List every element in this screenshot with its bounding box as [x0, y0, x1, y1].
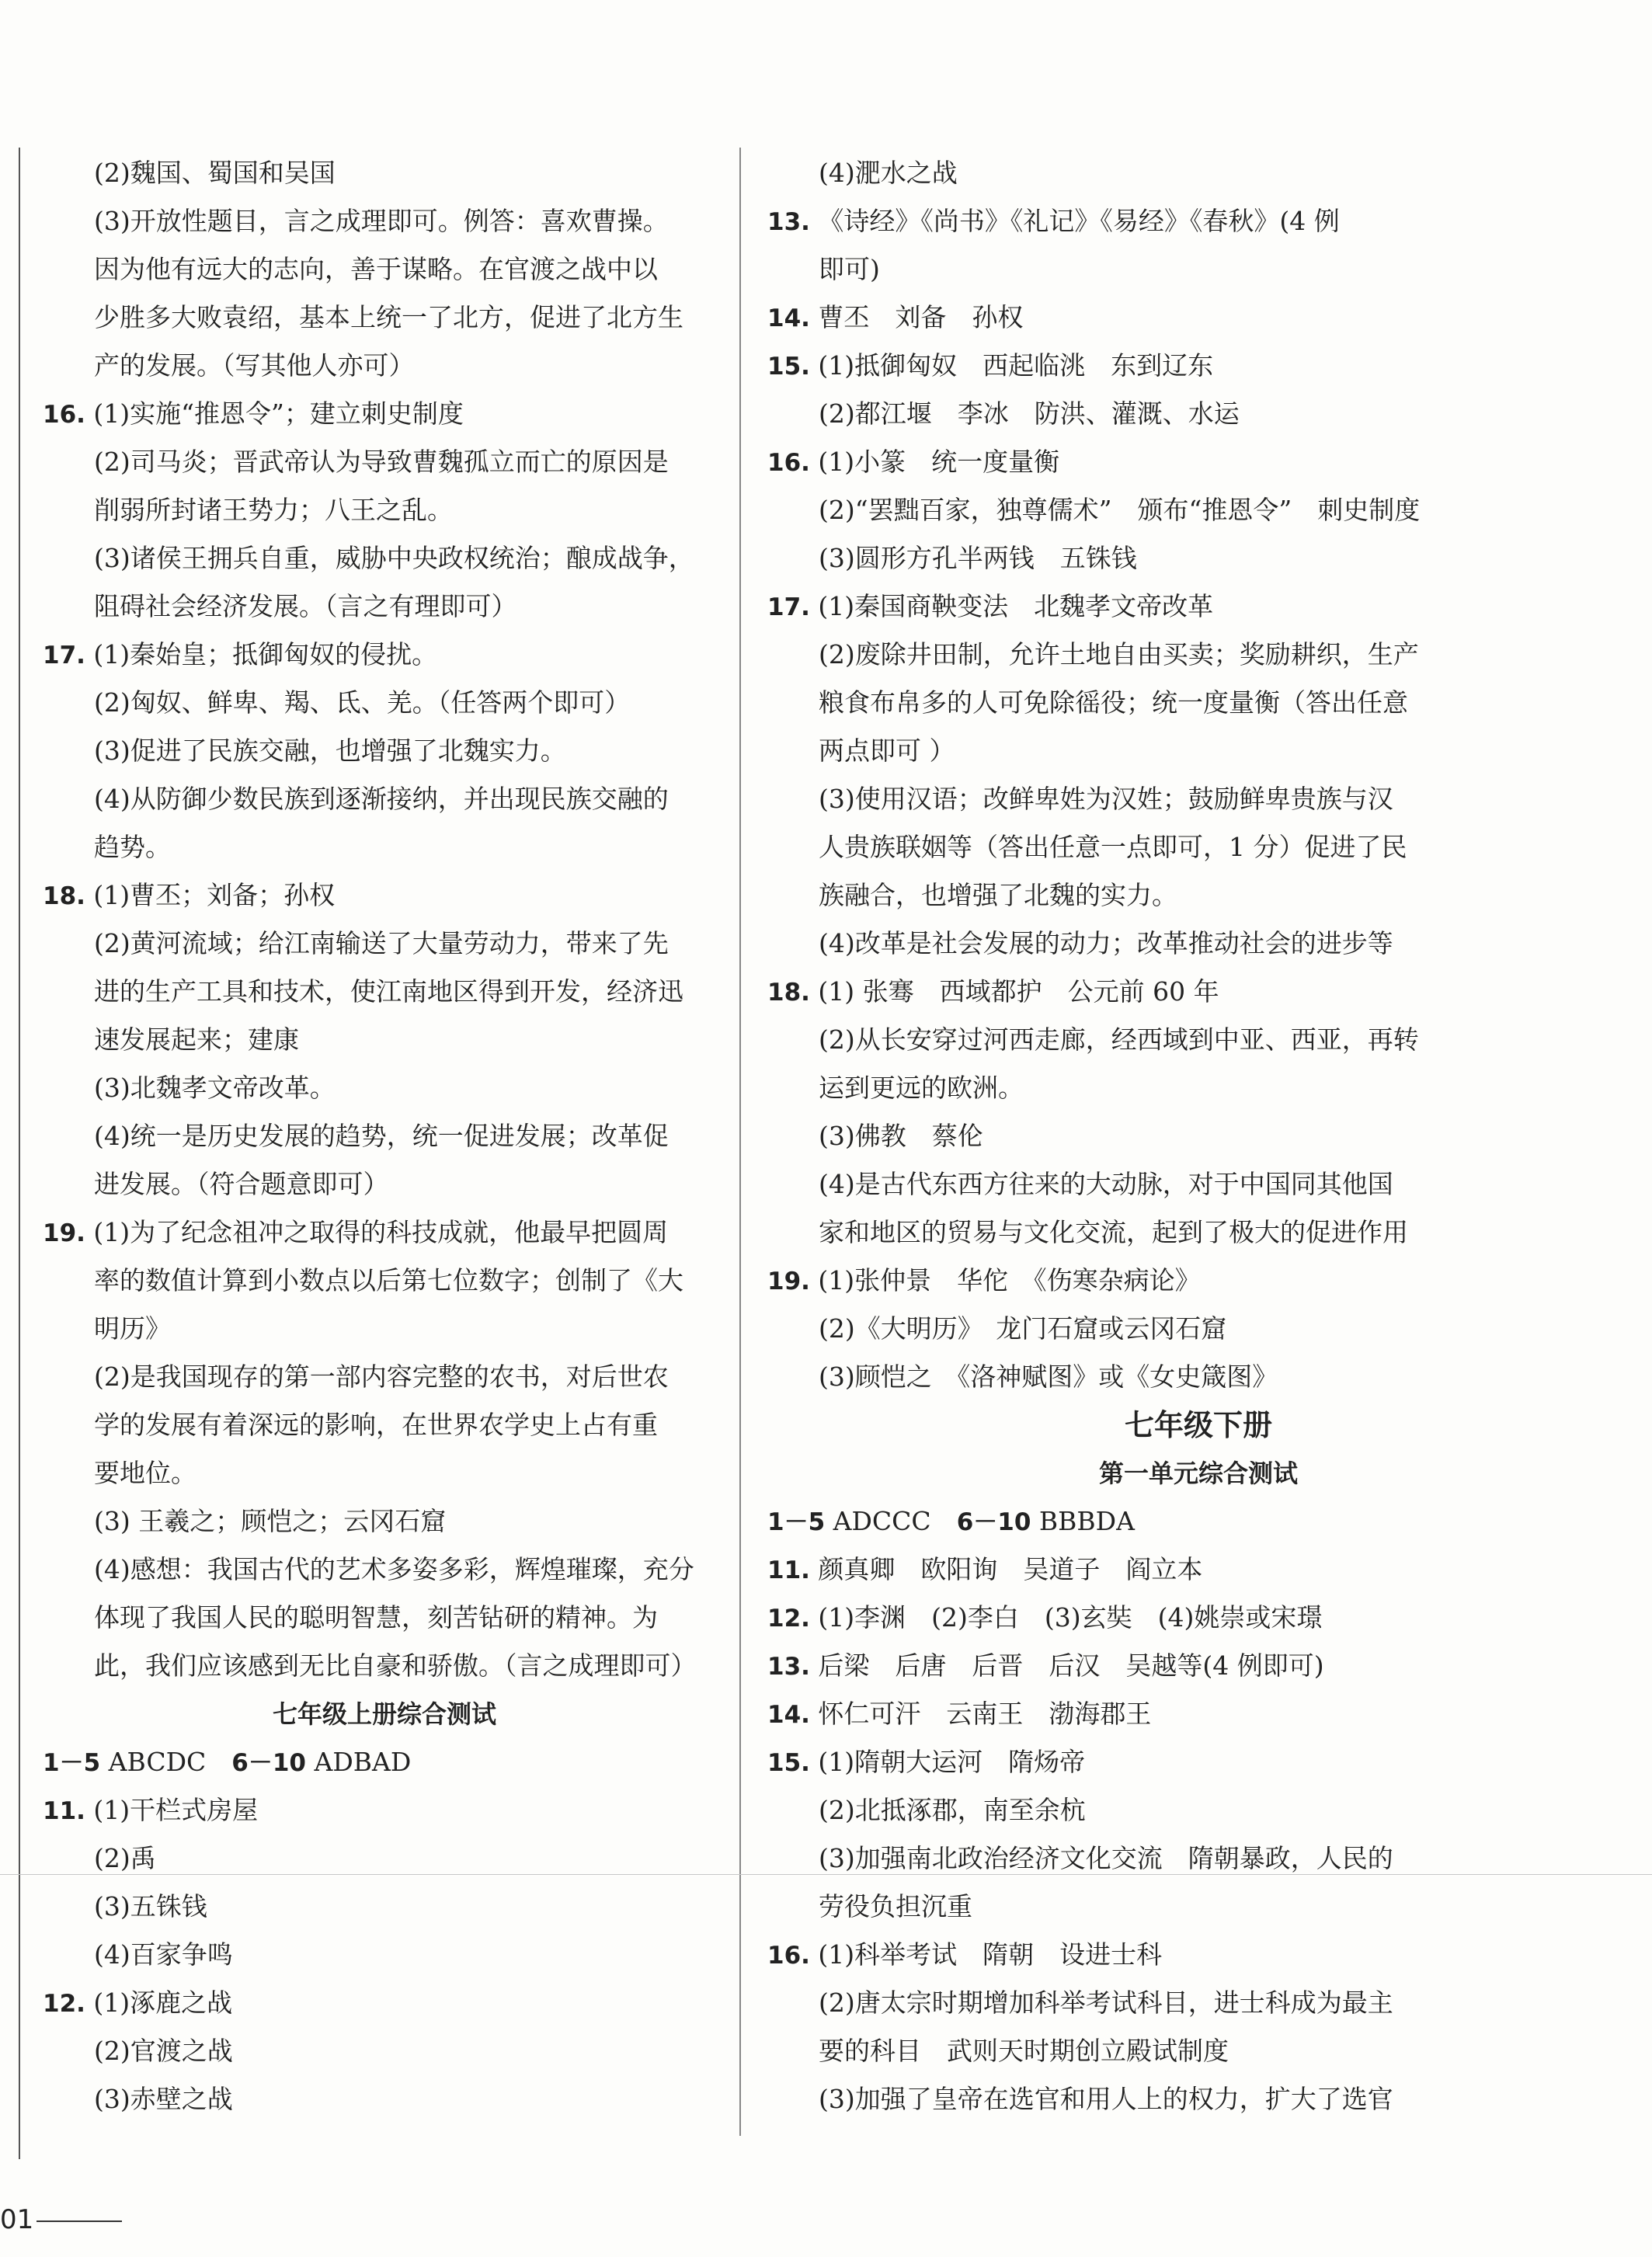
answer-line — [767, 2027, 1629, 2075]
question-line — [767, 1642, 1629, 1690]
question-number: 14. — [767, 304, 810, 332]
answer-text: 家和地区的贸易与文化交流，起到了极大的促进作用 — [819, 1217, 1408, 1247]
answer-line — [767, 1834, 1629, 1883]
answer-text: (1) 张骞 西域都护 公元前 60 年 — [818, 976, 1219, 1007]
left-column — [43, 149, 726, 2123]
answer-text: (1)张仲景 华佗 《伤寒杂病论》 — [818, 1265, 1201, 1295]
answer-text: (1)为了纪念祖冲之取得的科技成就，他最早把圆周 — [93, 1217, 669, 1247]
question-line — [767, 968, 1629, 1016]
question-line — [43, 1738, 726, 1786]
answer-line — [767, 1786, 1629, 1834]
question-line — [767, 1497, 1629, 1546]
answer-text: 运到更远的欧洲。 — [819, 1073, 1024, 1103]
question-number: 18. — [43, 882, 85, 910]
answer-line — [43, 1883, 726, 1931]
answer-line — [767, 1112, 1629, 1160]
answer-text: (2)从长安穿过河西走廊，经西域到中亚、西亚，再转 — [819, 1024, 1419, 1055]
answer-text: (1)实施“推恩令”；建立刺史制度 — [93, 398, 464, 429]
question-line — [767, 294, 1629, 342]
question-number: 12. — [43, 1990, 85, 2018]
answer-line — [43, 1497, 726, 1546]
answer-line — [43, 1305, 726, 1353]
answer-text: 两点即可 ） — [819, 736, 955, 766]
answer-text: 产的发展。（写其他人亦可） — [94, 350, 415, 381]
column-divider — [739, 148, 741, 2136]
answer-text: (3)北魏孝文帝改革。 — [94, 1073, 336, 1103]
answer-text: (2)废除井田制，允许土地自由买卖；奖励耕织，生产 — [819, 639, 1419, 669]
answer-text: (3)赤壁之战 — [94, 2084, 233, 2114]
answer-line — [767, 775, 1629, 823]
answer-line — [43, 1160, 726, 1208]
answer-text: (3)开放性题目，言之成理即可。例答：喜欢曹操。 — [94, 206, 669, 236]
answer-text: 因为他有远大的志向，善于谋略。在官渡之战中以 — [94, 254, 658, 284]
question-line — [43, 1208, 726, 1257]
question-line — [767, 583, 1629, 631]
question-line — [43, 631, 726, 679]
answer-line — [767, 1064, 1629, 1112]
answer-text: (4)是古代东西方往来的大动脉，对于中国同其他国 — [819, 1169, 1393, 1199]
answer-text: (2)北抵涿郡，南至余杭 — [819, 1795, 1086, 1825]
answer-text: (4)统一是历史发展的趋势，统一促进发展；改革促 — [94, 1121, 669, 1151]
answer-line — [767, 149, 1629, 197]
question-number: 16. — [767, 1942, 810, 1970]
answer-line — [767, 1353, 1629, 1401]
answer-text: (3)促进了民族交融，也增强了北魏实力。 — [94, 736, 566, 766]
answer-text: (1)李渊 (2)李白 (3)玄奘 (4)姚崇或宋璟 — [818, 1602, 1323, 1633]
answer-text: 要的科目 武则天时期创立殿试制度 — [819, 2036, 1229, 2066]
answer-text: (3)圆形方孔半两钱 五铢钱 — [819, 543, 1137, 573]
answer-text: (1)秦始皇；抵御匈奴的侵扰。 — [93, 639, 438, 669]
answer-text: (2)官渡之战 — [94, 2036, 233, 2066]
answer-text: (2)禹 — [94, 1843, 156, 1873]
answer-line — [43, 1931, 726, 1979]
answer-text: (1)隋朝大运河 隋炀帝 — [818, 1747, 1086, 1777]
answer-text: (2)《大明历》 龙门石窟或云冈石窟 — [819, 1313, 1227, 1344]
answer-text: BBBDA — [1038, 1506, 1135, 1536]
answer-text: (2)是我国现存的第一部内容完整的农书，对后世农 — [94, 1362, 669, 1392]
answer-line — [767, 1979, 1629, 2027]
answer-text: (2)都江堰 李冰 防洪、灌溉、水运 — [819, 398, 1240, 429]
question-number: 6－10 — [231, 1749, 307, 1777]
question-line — [43, 390, 726, 438]
answer-line — [43, 679, 726, 727]
question-number: 13. — [767, 208, 810, 236]
answer-line — [43, 342, 726, 390]
question-line — [43, 871, 726, 920]
answer-text: 进发展。（符合题意即可） — [94, 1169, 389, 1199]
answer-text: 少胜多大败袁绍，基本上统一了北方，促进了北方生 — [94, 302, 683, 332]
question-line — [43, 1786, 726, 1834]
question-number: 6－10 — [956, 1508, 1031, 1536]
question-number: 13. — [767, 1653, 810, 1681]
answer-text: 即可) — [819, 254, 880, 284]
answer-text: (3)诸侯王拥兵自重，威胁中央政权统治；酿成战争， — [94, 543, 694, 573]
answer-text: (3)加强了皇帝在选官和用人上的权力，扩大了选官 — [819, 2084, 1393, 2114]
page-footer — [0, 2204, 122, 2235]
answer-text: (2)“罢黜百家，独尊儒术” 颁布“推恩令” 刺史制度 — [819, 495, 1421, 525]
question-number: 1－5 — [767, 1508, 826, 1536]
answer-line — [767, 486, 1629, 534]
answer-text: (2)黄河流域；给江南输送了大量劳动力，带来了先 — [94, 928, 669, 958]
answer-line — [43, 1642, 726, 1690]
answer-line — [43, 1546, 726, 1594]
answer-line — [767, 679, 1629, 727]
answer-line — [43, 1449, 726, 1497]
answer-text: 曹丕 刘备 孙权 — [818, 302, 1024, 332]
question-line — [767, 197, 1629, 245]
answer-text: (1)干栏式房屋 — [93, 1795, 259, 1825]
answer-text: (1)小篆 统一度量衡 — [818, 447, 1060, 477]
question-line — [767, 438, 1629, 486]
answer-line — [43, 486, 726, 534]
answer-text: 率的数值计算到小数点以后第七位数字；创制了《大 — [94, 1265, 683, 1295]
answer-text: 削弱所封诸王势力；八王之乱。 — [94, 495, 453, 525]
answer-line — [43, 583, 726, 631]
answer-text: (1)曹丕；刘备；孙权 — [93, 880, 336, 910]
answer-line — [43, 1064, 726, 1112]
answer-text: ABCDC — [108, 1747, 207, 1777]
answer-line — [43, 1594, 726, 1642]
answer-text: 此，我们应该感到无比自豪和骄傲。（言之成理即可） — [94, 1650, 697, 1681]
question-number: 17. — [767, 593, 810, 621]
answer-line — [43, 1257, 726, 1305]
question-number: 19. — [43, 1219, 85, 1247]
answer-line — [43, 245, 726, 294]
answer-line — [43, 1112, 726, 1160]
question-line — [767, 1738, 1629, 1786]
answer-text: (1)科举考试 隋朝 设进士科 — [818, 1939, 1163, 1970]
answer-text: (3)加强南北政治经济文化交流 隋朝暴政，人民的 — [819, 1843, 1393, 1873]
answer-line — [43, 775, 726, 823]
question-number: 17. — [43, 642, 85, 669]
answer-text: (4)从防御少数民族到逐渐接纳，并出现民族交融的 — [94, 784, 669, 814]
answer-text: (2)唐太宗时期增加科举考试科目，进士科成为最主 — [819, 1987, 1393, 2018]
answer-text: 后梁 后唐 后晋 后汉 吴越等(4 例即可) — [818, 1650, 1324, 1681]
answer-line — [767, 1160, 1629, 1208]
answer-text: (2)司马炎；晋武帝认为导致曹魏孤立而亡的原因是 — [94, 447, 669, 477]
answer-text: (4)淝水之战 — [819, 158, 958, 188]
answer-line — [767, 245, 1629, 294]
answer-line — [767, 390, 1629, 438]
section-heading: 第一单元综合测试 — [1098, 1459, 1298, 1488]
footer-rule — [37, 2220, 122, 2222]
answer-line — [43, 1834, 726, 1883]
left-margin-rule — [19, 148, 20, 2159]
right-column — [767, 149, 1629, 2123]
answer-line — [767, 727, 1629, 775]
question-line — [767, 342, 1629, 390]
answer-text: (1)抵御匈奴 西起临洮 东到辽东 — [818, 350, 1214, 381]
answer-line — [43, 438, 726, 486]
question-number: 11. — [767, 1556, 810, 1584]
answer-text: (2)魏国、蜀国和吴国 — [94, 158, 336, 188]
answer-line — [767, 631, 1629, 679]
answer-text: 人贵族联姻等（答出任意一点即可，1 分）促进了民 — [819, 832, 1407, 862]
question-number: 16. — [43, 401, 85, 429]
answer-text: 粮食布帛多的人可免除徭役；统一度量衡（答出任意 — [819, 687, 1408, 718]
answer-text: (4)感想：我国古代的艺术多姿多彩，辉煌璀璨，充分 — [94, 1554, 694, 1584]
question-number: 19. — [767, 1268, 810, 1295]
answer-line — [767, 1305, 1629, 1353]
answer-line — [43, 920, 726, 968]
answer-text: 颜真卿 欧阳询 吴道子 阎立本 — [818, 1554, 1203, 1584]
answer-line — [43, 968, 726, 1016]
answer-line — [43, 1401, 726, 1449]
answer-text: 怀仁可汗 云南王 渤海郡王 — [818, 1699, 1152, 1729]
answer-text: (1)涿鹿之战 — [93, 1987, 233, 2018]
answer-text: (3)佛教 蔡伦 — [819, 1121, 983, 1151]
answer-text: (3)顾恺之 《洛神赋图》或《女史箴图》 — [819, 1362, 1278, 1392]
answer-text: (3) 王羲之；顾恺之；云冈石窟 — [94, 1506, 447, 1536]
answer-text: ADBAD — [314, 1747, 412, 1777]
answer-line — [43, 823, 726, 871]
answer-text: 族融合，也增强了北魏的实力。 — [819, 880, 1177, 910]
question-line — [767, 1594, 1629, 1642]
page-number: 01 — [0, 2204, 34, 2235]
answer-line — [767, 1883, 1629, 1931]
question-number: 16. — [767, 449, 810, 477]
answer-text: (4)改革是社会发展的动力；改革推动社会的进步等 — [819, 928, 1393, 958]
question-line — [767, 1690, 1629, 1738]
answer-text: 体现了我国人民的聪明智慧，刻苦钻研的精神。为 — [94, 1602, 658, 1633]
question-number: 1－5 — [43, 1749, 101, 1777]
answer-text: (3)五铢钱 — [94, 1891, 207, 1921]
question-line — [767, 1257, 1629, 1305]
answer-text: 劳役负担沉重 — [819, 1891, 972, 1921]
answer-line — [767, 534, 1629, 583]
answer-text: 《诗经》《尚书》《礼记》《易经》《春秋》(4 例 — [818, 206, 1340, 236]
question-number: 15. — [767, 1749, 810, 1777]
answer-line — [767, 2075, 1629, 2123]
answer-text: 要地位。 — [94, 1458, 197, 1488]
answer-text: 学的发展有着深远的影响，在世界农学史上占有重 — [94, 1410, 658, 1440]
answer-line — [767, 1016, 1629, 1064]
answer-line — [43, 1016, 726, 1064]
answer-line — [767, 823, 1629, 871]
answer-text: (2)匈奴、鲜卑、羯、氐、羌。（任答两个即可） — [94, 687, 631, 718]
answer-line — [43, 149, 726, 197]
answer-line — [767, 871, 1629, 920]
answer-line — [43, 2027, 726, 2075]
answer-text: 明历》 — [94, 1313, 171, 1344]
answer-line — [43, 534, 726, 583]
answer-text: (4)百家争鸣 — [94, 1939, 233, 1970]
question-number: 18. — [767, 979, 810, 1007]
answer-text: 趋势。 — [94, 832, 171, 862]
answer-text: 进的生产工具和技术，使江南地区得到开发，经济迅 — [94, 976, 683, 1007]
answer-line — [43, 294, 726, 342]
question-line — [767, 1931, 1629, 1979]
answer-line — [767, 920, 1629, 968]
answer-text: (3)使用汉语；改鲜卑姓为汉姓；鼓励鲜卑贵族与汉 — [819, 784, 1393, 814]
answer-line — [43, 197, 726, 245]
answer-line — [43, 2075, 726, 2123]
answer-line — [43, 1353, 726, 1401]
question-number: 15. — [767, 353, 810, 381]
question-number: 14. — [767, 1701, 810, 1729]
answer-text: ADCCC — [833, 1506, 931, 1536]
question-line — [767, 1546, 1629, 1594]
question-number: 12. — [767, 1605, 810, 1633]
answer-text: 阻碍社会经济发展。（言之有理即可） — [94, 591, 517, 621]
question-number: 11. — [43, 1797, 85, 1825]
answer-line — [767, 1208, 1629, 1257]
section-heading: 七年级下册 — [1124, 1408, 1272, 1442]
answer-text: 速发展起来；建康 — [94, 1024, 299, 1055]
section-heading: 七年级上册综合测试 — [272, 1699, 496, 1729]
question-line — [43, 1979, 726, 2027]
answer-text: (1)秦国商鞅变法 北魏孝文帝改革 — [818, 591, 1214, 621]
answer-line — [43, 727, 726, 775]
